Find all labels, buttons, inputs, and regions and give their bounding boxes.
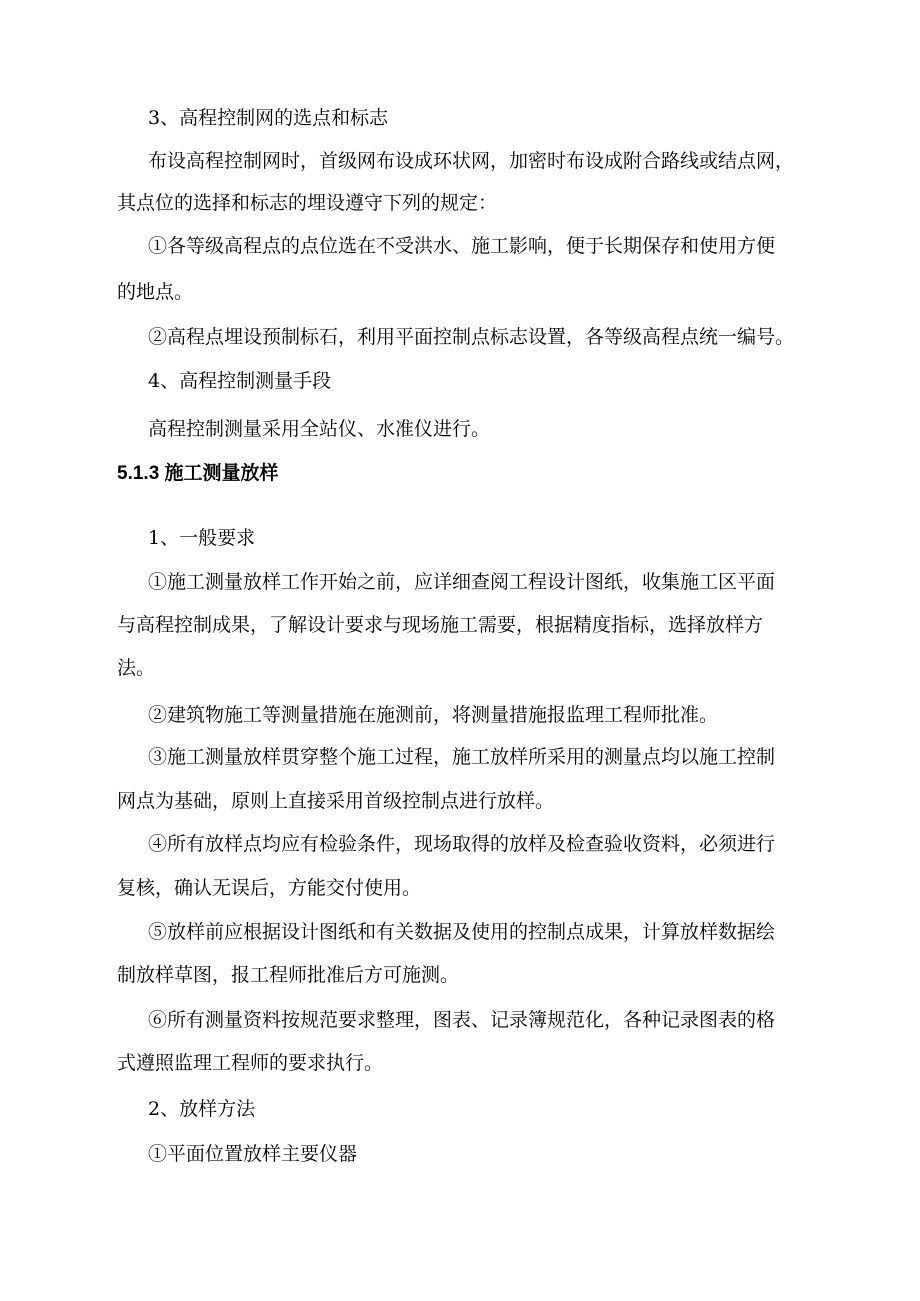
section-3-item-2: ②高程点埋设预制标石，利用平面控制点标志设置，各等级高程点统一编号。 bbox=[148, 326, 795, 348]
general-item-1-line-3: 法。 bbox=[117, 657, 156, 679]
section-4-paragraph: 高程控制测量采用全站仪、水准仪进行。 bbox=[148, 418, 491, 440]
general-item-4-line-1: ④所有放样点均应有检验条件，现场取得的放样及检查验收资料，必须进行 bbox=[148, 833, 776, 855]
section-3-item-1-line-1: ①各等级高程点的点位选在不受洪水、施工影响，便于长期保存和使用方便 bbox=[148, 235, 776, 257]
general-item-6-line-2: 式遵照监理工程师的要求执行。 bbox=[117, 1052, 384, 1074]
section-3-paragraph-line-2: 其点位的选择和标志的埋设遵守下列的规定： bbox=[117, 192, 498, 214]
section-3-item-1-line-2: 的地点。 bbox=[117, 281, 194, 303]
general-item-3-line-1: ③施工测量放样贯穿整个施工过程，施工放样所采用的测量点均以施工控制 bbox=[148, 746, 776, 768]
general-item-3-line-2: 网点为基础，原则上直接采用首级控制点进行放样。 bbox=[117, 790, 555, 812]
section-3-paragraph-line-1: 布设高程控制网时，首级网布设成环状网，加密时布设成附合路线或结点网， bbox=[148, 150, 795, 172]
general-item-1-line-2: 与高程控制成果，了解设计要求与现场施工需要，根据精度指标，选择放样方 bbox=[117, 614, 764, 636]
layout-method-item-1: ①平面位置放样主要仪器 bbox=[148, 1143, 358, 1165]
general-item-6-line-1: ⑥所有测量资料按规范要求整理，图表、记录簿规范化，各种记录图表的格 bbox=[148, 1009, 776, 1031]
general-item-5-line-1: ⑤放样前应根据设计图纸和有关数据及使用的控制点成果，计算放样数据绘 bbox=[148, 921, 776, 943]
general-item-1-line-1: ①施工测量放样工作开始之前，应详细查阅工程设计图纸，收集施工区平面 bbox=[148, 571, 776, 593]
general-requirements-title: 1、一般要求 bbox=[148, 527, 256, 549]
general-item-2: ②建筑物施工等测量措施在施测前，将测量措施报监理工程师批准。 bbox=[148, 704, 719, 726]
heading-5-1-3: 5.1.3 施工测量放样 bbox=[117, 463, 279, 484]
section-4-title: 4、高程控制测量手段 bbox=[148, 370, 332, 392]
general-item-5-line-2: 制放样草图，报工程师批准后方可施测。 bbox=[117, 964, 460, 986]
layout-method-title: 2、放样方法 bbox=[148, 1098, 256, 1120]
section-3-title: 3、高程控制网的选点和标志 bbox=[148, 107, 389, 129]
general-item-4-line-2: 复核，确认无误后，方能交付使用。 bbox=[117, 877, 422, 899]
